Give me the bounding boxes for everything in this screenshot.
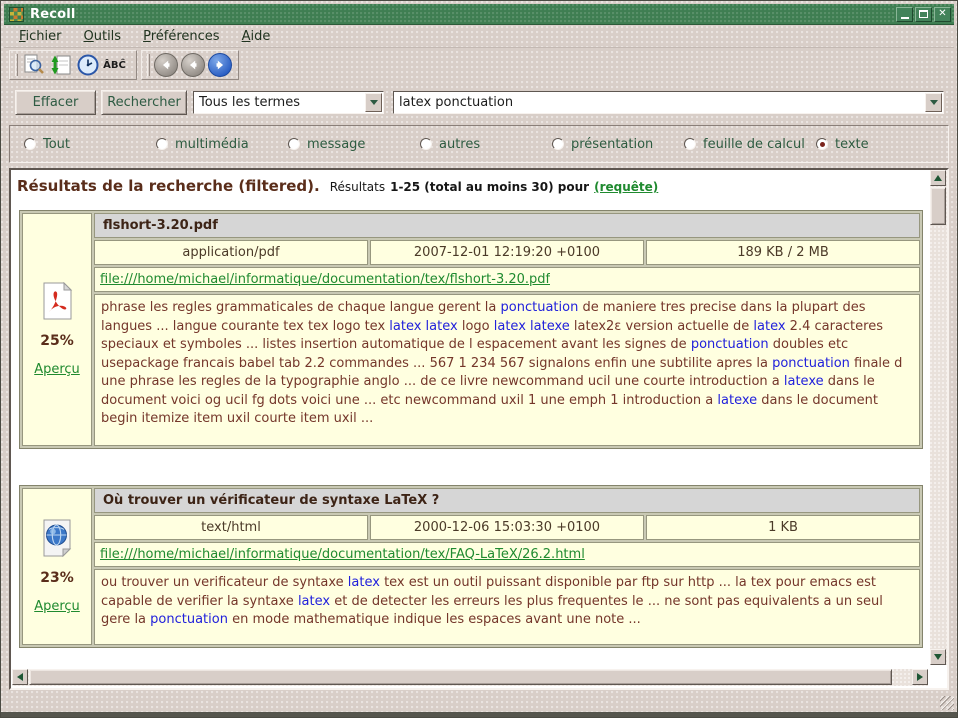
query-link[interactable]: (requête): [594, 180, 659, 194]
result-snippet: ou trouver un verificateur de syntaxe latex tex est un outil puissant disponible par ftp sur http ... la tex pour emacs est capable de verifier la syntaxe latex et de detecter les erreurs les plus frequentes le ... ne sont pas equivalents a un seul gere la ponctuation en mode mathematique indique les espaces avant une note ...: [94, 569, 920, 645]
results-title: Résultats de la recherche (filtered).: [17, 177, 320, 195]
toolbar-group-tools: [9, 50, 137, 80]
history-icon: [76, 53, 100, 77]
advanced-search-button[interactable]: [20, 52, 47, 78]
result-size: 189 KB / 2 MB: [646, 240, 920, 265]
window-title: Recoll: [30, 6, 76, 22]
filter-feuille-de-calcul[interactable]: feuille de calcul: [684, 137, 816, 152]
preview-link[interactable]: Aperçu: [34, 599, 80, 614]
close-button[interactable]: [934, 7, 951, 22]
menubar: [4, 26, 954, 48]
result-url-link[interactable]: file:///home/michael/informatique/documentation/tex/flshort-3.20.pdf: [100, 272, 551, 287]
category-filter-bar: [9, 125, 949, 163]
search-input[interactable]: [393, 91, 944, 114]
result-date: 2000-12-06 15:03:30 +0100: [370, 515, 644, 540]
filter-multimedia[interactable]: multimédia: [156, 137, 288, 152]
minimize-button[interactable]: [896, 7, 913, 22]
result-item-2: [19, 485, 923, 648]
vertical-scrollbar[interactable]: [930, 170, 947, 665]
clear-button[interactable]: Effacer: [15, 90, 96, 115]
results-range: 1-25 (total au moins 30) pour: [390, 180, 590, 194]
search-query-value: latex ponctuation: [399, 95, 514, 110]
radio-icon[interactable]: [552, 138, 564, 150]
recoll-app-icon: [9, 7, 24, 22]
search-button[interactable]: Rechercher: [101, 90, 187, 115]
arrow-right-icon: [917, 673, 923, 681]
scroll-right-button[interactable]: [912, 669, 928, 685]
result-date: 2007-12-01 12:19:20 +0100: [370, 240, 644, 265]
radio-icon[interactable]: [288, 138, 300, 150]
result-meta-row: [94, 240, 920, 265]
filter-texte[interactable]: texte: [816, 137, 948, 152]
radio-selected-icon[interactable]: [816, 138, 828, 150]
toolbar-handle[interactable]: [147, 54, 150, 76]
chevron-down-icon[interactable]: [365, 93, 382, 112]
search-mode-value: Tous les termes: [199, 95, 300, 110]
vertical-scroll-thumb[interactable]: [930, 187, 946, 225]
result-url-row: [94, 542, 920, 567]
minimize-icon: [901, 17, 909, 19]
term-explorer-icon: ÂBĈ: [103, 59, 126, 71]
filter-tout[interactable]: Tout: [24, 137, 156, 152]
scroll-left-button[interactable]: [12, 669, 28, 685]
result-1-side: [22, 213, 92, 446]
menu-outils[interactable]: Outils: [83, 29, 122, 44]
menu-aide[interactable]: Aide: [241, 29, 271, 44]
preview-link[interactable]: Aperçu: [34, 362, 80, 377]
results-header: [17, 177, 930, 195]
toolbar: [4, 49, 954, 81]
maximize-icon: [919, 10, 928, 18]
toolbar-group-nav: [141, 50, 239, 80]
results-prefix: Résultats: [329, 180, 386, 194]
result-meta-row: [94, 515, 920, 540]
result-1-body: [94, 213, 920, 446]
sort-parameters-icon: [49, 53, 73, 77]
result-2-body: [94, 488, 920, 645]
next-page-button[interactable]: [206, 52, 233, 78]
relevance-percent: 25%: [40, 333, 74, 349]
window-bottom-edge: [1, 712, 957, 717]
arrow-up-icon: [934, 175, 942, 181]
close-icon: ✕: [938, 8, 947, 19]
radio-icon[interactable]: [156, 138, 168, 150]
titlebar[interactable]: [4, 4, 954, 25]
filter-message[interactable]: message: [288, 137, 420, 152]
result-2-side: [22, 488, 92, 645]
search-mode-select[interactable]: [193, 91, 384, 114]
pdf-file-icon: [40, 282, 74, 320]
result-size: 1 KB: [646, 515, 920, 540]
scroll-up-button[interactable]: [930, 170, 946, 186]
result-mime: text/html: [94, 515, 368, 540]
arrow-down-icon: [934, 654, 942, 660]
next-page-icon: [208, 53, 232, 77]
html-file-icon: [40, 519, 74, 557]
sort-parameters-button[interactable]: [47, 52, 74, 78]
results-area: [9, 168, 949, 690]
previous-page-icon: [181, 53, 205, 77]
result-item-1: [19, 210, 923, 449]
toolbar-handle[interactable]: [15, 54, 18, 76]
first-page-icon: [154, 53, 178, 77]
scroll-down-button[interactable]: [930, 649, 946, 665]
advanced-search-icon: [22, 53, 46, 77]
menu-preferences[interactable]: Préférences: [143, 29, 220, 44]
horizontal-scrollbar[interactable]: [12, 669, 928, 686]
term-explorer-button[interactable]: [101, 52, 128, 78]
previous-page-button[interactable]: [179, 52, 206, 78]
result-url-link[interactable]: file:///home/michael/informatique/documentation/tex/FAQ-LaTeX/26.2.html: [100, 547, 585, 562]
results-list: [11, 170, 930, 669]
menu-fichier[interactable]: Fichier: [19, 29, 62, 44]
first-page-button[interactable]: [152, 52, 179, 78]
filter-presentation[interactable]: présentation: [552, 137, 684, 152]
result-title: Où trouver un vérificateur de syntaxe LaTeX ?: [94, 488, 920, 513]
radio-icon[interactable]: [684, 138, 696, 150]
relevance-percent: 23%: [40, 570, 74, 586]
result-snippet: phrase les regles grammaticales de chaque langue gerent la ponctuation de maniere tres precise dans la plupart des langues ... langue courante tex tex logo tex latex latex logo latex latexe latex2ε version actuelle de latex 2.4 caracteres speciaux et symboles ... listes insertion automatique de l espacement avant les signes de ponctuation doubles etc usepackage francais babel tab 2.2 commandes ... 567 1 234 567 signalons enfin une subtilite apres la ponctuation finale d une phrase les regles de la typographie anglo ... de ce livre newcommand ucil une courte introduction a latexe dans le document voici og ucil fg dots voici une ... etc newcommand uxil 1 une emph 1 introduction a latexe dans le document begin itemize item uxil courte item uxil ...: [94, 294, 920, 446]
result-mime: application/pdf: [94, 240, 368, 265]
result-url-row: [94, 267, 920, 292]
radio-icon[interactable]: [420, 138, 432, 150]
resize-grip[interactable]: [940, 696, 954, 710]
radio-icon[interactable]: [24, 138, 36, 150]
history-button[interactable]: [74, 52, 101, 78]
result-title: flshort-3.20.pdf: [94, 213, 920, 238]
arrow-left-icon: [17, 673, 23, 681]
chevron-down-icon[interactable]: [925, 93, 942, 112]
filter-autres[interactable]: autres: [420, 137, 552, 152]
maximize-button[interactable]: [915, 7, 932, 22]
horizontal-scroll-thumb[interactable]: [29, 669, 892, 685]
